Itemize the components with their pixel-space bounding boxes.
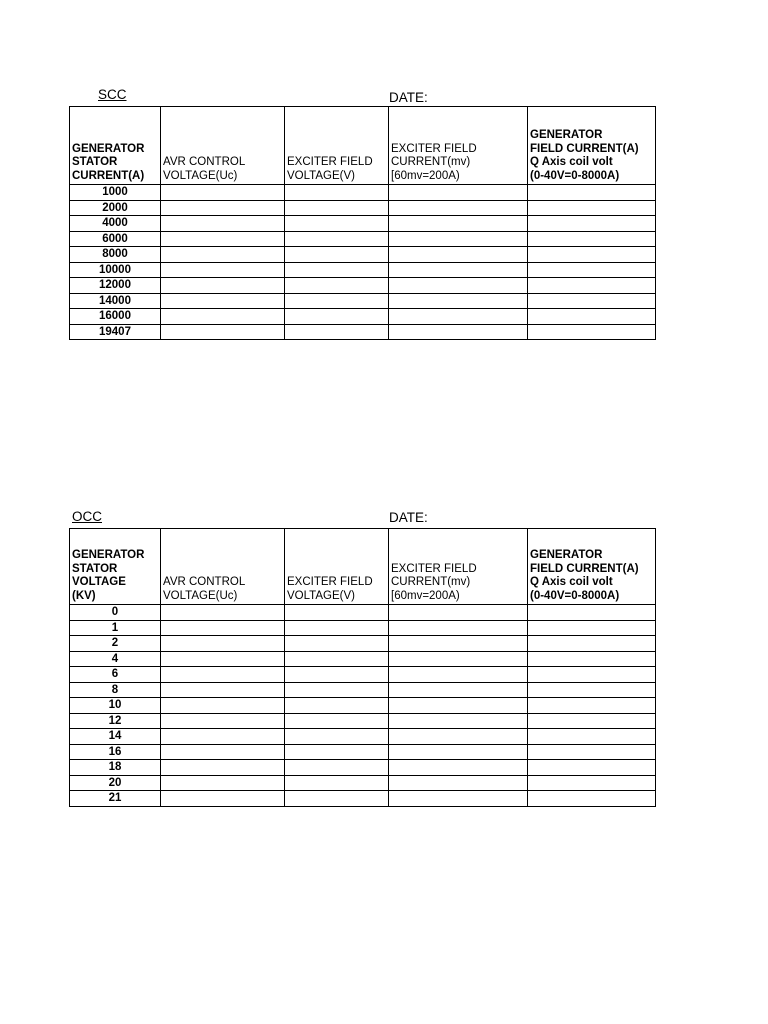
scc-exciter-voltage-cell[interactable] xyxy=(285,200,389,216)
occ-stator-voltage-cell: 1 xyxy=(70,620,161,636)
scc-field-current-cell[interactable] xyxy=(528,262,656,278)
occ-exciter-current-cell[interactable] xyxy=(389,651,528,667)
scc-header-stator-current: GENERATOR STATOR CURRENT(A) xyxy=(70,107,161,185)
occ-exciter-voltage-cell[interactable] xyxy=(285,605,389,621)
scc-stator-current-cell: 14000 xyxy=(70,293,161,309)
table-row xyxy=(70,744,656,760)
scc-field-current-cell[interactable] xyxy=(528,231,656,247)
scc-exciter-current-cell[interactable] xyxy=(389,293,528,309)
occ-field-current-cell[interactable] xyxy=(528,729,656,745)
occ-exciter-voltage-cell[interactable] xyxy=(285,636,389,652)
scc-field-current-cell[interactable] xyxy=(528,324,656,340)
scc-avr-voltage-cell[interactable] xyxy=(161,200,285,216)
occ-exciter-voltage-cell[interactable] xyxy=(285,775,389,791)
scc-exciter-voltage-cell[interactable] xyxy=(285,247,389,263)
occ-avr-voltage-cell[interactable] xyxy=(161,605,285,621)
scc-stator-current-cell: 1000 xyxy=(70,185,161,201)
scc-avr-voltage-cell[interactable] xyxy=(161,309,285,325)
occ-exciter-current-cell[interactable] xyxy=(389,620,528,636)
occ-exciter-current-cell[interactable] xyxy=(389,636,528,652)
occ-field-current-cell[interactable] xyxy=(528,636,656,652)
occ-stator-voltage-cell: 20 xyxy=(70,775,161,791)
occ-stator-voltage-cell: 12 xyxy=(70,713,161,729)
table-row xyxy=(70,667,656,683)
occ-exciter-current-cell[interactable] xyxy=(389,775,528,791)
occ-date-label: DATE: xyxy=(389,510,428,525)
occ-avr-voltage-cell[interactable] xyxy=(161,651,285,667)
occ-avr-voltage-cell[interactable] xyxy=(161,698,285,714)
occ-exciter-current-cell[interactable] xyxy=(389,744,528,760)
occ-field-current-cell[interactable] xyxy=(528,682,656,698)
occ-exciter-voltage-cell[interactable] xyxy=(285,651,389,667)
occ-stator-voltage-cell: 0 xyxy=(70,605,161,621)
scc-exciter-current-cell[interactable] xyxy=(389,262,528,278)
occ-avr-voltage-cell[interactable] xyxy=(161,682,285,698)
table-row xyxy=(70,278,656,294)
occ-exciter-current-cell[interactable] xyxy=(389,713,528,729)
scc-stator-current-cell: 10000 xyxy=(70,262,161,278)
table-row xyxy=(70,651,656,667)
occ-stator-voltage-cell: 18 xyxy=(70,760,161,776)
scc-exciter-voltage-cell[interactable] xyxy=(285,231,389,247)
occ-exciter-current-cell[interactable] xyxy=(389,667,528,683)
scc-stator-current-cell: 2000 xyxy=(70,200,161,216)
scc-field-current-cell[interactable] xyxy=(528,200,656,216)
table-row xyxy=(70,729,656,745)
scc-avr-voltage-cell[interactable] xyxy=(161,262,285,278)
scc-avr-voltage-cell[interactable] xyxy=(161,231,285,247)
scc-stator-current-cell: 6000 xyxy=(70,231,161,247)
scc-table xyxy=(69,106,656,340)
occ-avr-voltage-cell[interactable] xyxy=(161,729,285,745)
table-row xyxy=(70,605,656,621)
scc-avr-voltage-cell[interactable] xyxy=(161,293,285,309)
occ-header-avr-control-voltage: AVR CONTROL VOLTAGE(Uc) xyxy=(161,529,285,605)
scc-header-exciter-field-voltage: EXCITER FIELD VOLTAGE(V) xyxy=(285,107,389,185)
scc-date-label: DATE: xyxy=(389,90,428,105)
table-row xyxy=(70,682,656,698)
occ-field-current-cell[interactable] xyxy=(528,791,656,807)
occ-stator-voltage-cell: 8 xyxy=(70,682,161,698)
scc-avr-voltage-cell[interactable] xyxy=(161,324,285,340)
occ-header-generator-field-current: GENERATOR FIELD CURRENT(A) Q Axis coil volt (0-40V=0-8000A) xyxy=(528,529,656,605)
occ-exciter-voltage-cell[interactable] xyxy=(285,698,389,714)
table-row xyxy=(70,324,656,340)
scc-stator-current-cell: 12000 xyxy=(70,278,161,294)
scc-exciter-current-cell[interactable] xyxy=(389,278,528,294)
occ-field-current-cell[interactable] xyxy=(528,713,656,729)
scc-stator-current-cell: 4000 xyxy=(70,216,161,232)
occ-exciter-current-cell[interactable] xyxy=(389,682,528,698)
scc-header-row xyxy=(70,107,656,185)
scc-field-current-cell[interactable] xyxy=(528,293,656,309)
table-row xyxy=(70,293,656,309)
occ-exciter-current-cell[interactable] xyxy=(389,698,528,714)
scc-avr-voltage-cell[interactable] xyxy=(161,216,285,232)
table-row xyxy=(70,698,656,714)
occ-exciter-current-cell[interactable] xyxy=(389,605,528,621)
occ-field-current-cell[interactable] xyxy=(528,667,656,683)
occ-table xyxy=(69,528,656,807)
occ-header-exciter-field-current: EXCITER FIELD CURRENT(mv) [60mv=200A) xyxy=(389,529,528,605)
occ-header-stator-voltage: GENERATOR STATOR VOLTAGE (KV) xyxy=(70,529,161,605)
occ-stator-voltage-cell: 4 xyxy=(70,651,161,667)
table-row xyxy=(70,185,656,201)
scc-header-exciter-field-current: EXCITER FIELD CURRENT(mv) [60mv=200A) xyxy=(389,107,528,185)
occ-header-exciter-field-voltage: EXCITER FIELD VOLTAGE(V) xyxy=(285,529,389,605)
occ-exciter-voltage-cell[interactable] xyxy=(285,713,389,729)
scc-exciter-voltage-cell[interactable] xyxy=(285,216,389,232)
scc-exciter-current-cell[interactable] xyxy=(389,324,528,340)
occ-exciter-voltage-cell[interactable] xyxy=(285,791,389,807)
table-row xyxy=(70,791,656,807)
occ-avr-voltage-cell[interactable] xyxy=(161,636,285,652)
occ-field-current-cell[interactable] xyxy=(528,760,656,776)
table-row xyxy=(70,713,656,729)
table-row xyxy=(70,309,656,325)
occ-exciter-voltage-cell[interactable] xyxy=(285,620,389,636)
scc-exciter-voltage-cell[interactable] xyxy=(285,309,389,325)
occ-stator-voltage-cell: 10 xyxy=(70,698,161,714)
table-row xyxy=(70,231,656,247)
table-row xyxy=(70,760,656,776)
occ-avr-voltage-cell[interactable] xyxy=(161,744,285,760)
scc-header-avr-control-voltage: AVR CONTROL VOLTAGE(Uc) xyxy=(161,107,285,185)
scc-exciter-current-cell[interactable] xyxy=(389,200,528,216)
scc-title: SCC xyxy=(98,87,127,102)
scc-exciter-voltage-cell[interactable] xyxy=(285,293,389,309)
scc-exciter-voltage-cell[interactable] xyxy=(285,185,389,201)
scc-stator-current-cell: 16000 xyxy=(70,309,161,325)
occ-field-current-cell[interactable] xyxy=(528,698,656,714)
table-row xyxy=(70,247,656,263)
occ-stator-voltage-cell: 21 xyxy=(70,791,161,807)
occ-avr-voltage-cell[interactable] xyxy=(161,667,285,683)
occ-stator-voltage-cell: 14 xyxy=(70,729,161,745)
table-row xyxy=(70,620,656,636)
occ-avr-voltage-cell[interactable] xyxy=(161,791,285,807)
occ-header-row xyxy=(70,529,656,605)
occ-exciter-current-cell[interactable] xyxy=(389,729,528,745)
occ-field-current-cell[interactable] xyxy=(528,775,656,791)
occ-field-current-cell[interactable] xyxy=(528,620,656,636)
occ-exciter-voltage-cell[interactable] xyxy=(285,682,389,698)
occ-title: OCC xyxy=(72,509,102,524)
scc-avr-voltage-cell[interactable] xyxy=(161,185,285,201)
scc-avr-voltage-cell[interactable] xyxy=(161,278,285,294)
scc-avr-voltage-cell[interactable] xyxy=(161,247,285,263)
scc-stator-current-cell: 8000 xyxy=(70,247,161,263)
table-row xyxy=(70,262,656,278)
occ-stator-voltage-cell: 16 xyxy=(70,744,161,760)
table-row xyxy=(70,775,656,791)
occ-exciter-voltage-cell[interactable] xyxy=(285,760,389,776)
scc-field-current-cell[interactable] xyxy=(528,309,656,325)
occ-field-current-cell[interactable] xyxy=(528,605,656,621)
occ-exciter-voltage-cell[interactable] xyxy=(285,744,389,760)
occ-field-current-cell[interactable] xyxy=(528,651,656,667)
scc-exciter-current-cell[interactable] xyxy=(389,309,528,325)
occ-avr-voltage-cell[interactable] xyxy=(161,620,285,636)
scc-exciter-current-cell[interactable] xyxy=(389,185,528,201)
occ-exciter-current-cell[interactable] xyxy=(389,760,528,776)
scc-field-current-cell[interactable] xyxy=(528,278,656,294)
occ-exciter-current-cell[interactable] xyxy=(389,791,528,807)
scc-field-current-cell[interactable] xyxy=(528,185,656,201)
scc-stator-current-cell: 19407 xyxy=(70,324,161,340)
scc-exciter-current-cell[interactable] xyxy=(389,231,528,247)
table-row xyxy=(70,636,656,652)
scc-field-current-cell[interactable] xyxy=(528,247,656,263)
occ-field-current-cell[interactable] xyxy=(528,744,656,760)
occ-exciter-voltage-cell[interactable] xyxy=(285,729,389,745)
occ-stator-voltage-cell: 2 xyxy=(70,636,161,652)
occ-avr-voltage-cell[interactable] xyxy=(161,775,285,791)
scc-field-current-cell[interactable] xyxy=(528,216,656,232)
scc-header-generator-field-current: GENERATOR FIELD CURRENT(A) Q Axis coil volt (0-40V=0-8000A) xyxy=(528,107,656,185)
occ-avr-voltage-cell[interactable] xyxy=(161,713,285,729)
occ-exciter-voltage-cell[interactable] xyxy=(285,667,389,683)
scc-exciter-voltage-cell[interactable] xyxy=(285,262,389,278)
occ-avr-voltage-cell[interactable] xyxy=(161,760,285,776)
scc-exciter-voltage-cell[interactable] xyxy=(285,278,389,294)
scc-exciter-current-cell[interactable] xyxy=(389,247,528,263)
occ-stator-voltage-cell: 6 xyxy=(70,667,161,683)
scc-exciter-current-cell[interactable] xyxy=(389,216,528,232)
table-row xyxy=(70,200,656,216)
table-row xyxy=(70,216,656,232)
scc-exciter-voltage-cell[interactable] xyxy=(285,324,389,340)
